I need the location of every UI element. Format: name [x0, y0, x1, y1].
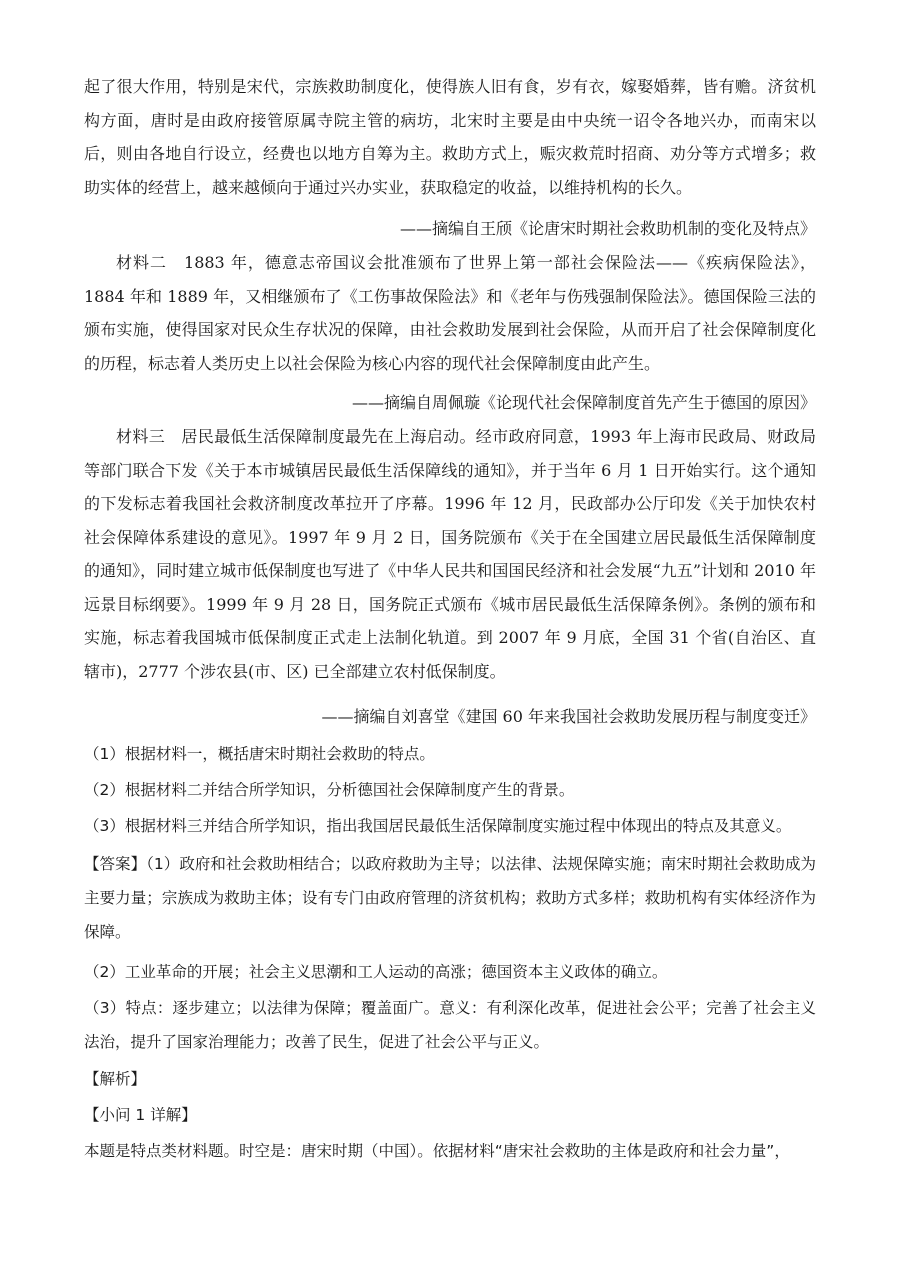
source-citation-1: ——摘编自王颀《论唐宋时期社会救助机制的变化及特点》: [399, 219, 816, 238]
analysis-text: 本题是特点类材料题。时空是：唐宋时期（中国）。依据材料“唐宋社会救助的主体是政府和社会力量”，: [84, 1142, 790, 1160]
answer-2: （2）工业革命的开展；社会主义思潮和工人运动的高涨；德国资本主义政体的确立。: [84, 963, 668, 981]
source-citation-3: ——摘编自刘喜堂《建国 60 年来我国社会救助发展历程与制度变迁》: [321, 707, 816, 726]
source-citation-2: ——摘编自周佩璇《论现代社会保障制度首先产生于德国的原因》: [351, 393, 816, 412]
question-2: （2）根据材料二并结合所学知识，分析德国社会保障制度产生的背景。: [84, 781, 575, 799]
material-3: 材料三 居民最低生活保障制度最先在上海启动。经市政府同意，1993 年上海市民政局、财政局等部门联合下发《关于本市城镇居民最低生活保障线的通知》，并于当年 6 月 1 日开始实行。这个通知的下发标志着我国社会救济制度改革拉开了序幕。1996 年 12 月，民政部办公厅印发《关于加快农村社会保障体系建设的意见》。1997 年 9 月 2 日，国务院颁布《关于在全国建立居民最低生活保障制度的通知》，同时建立城市低保制度也写进了《中华人民共和国国民经济和社会发展“九五”计划和 2010 年远景目标纲要》。1999 年 9 月 28 日，国务院正式颁布《城市居民最低生活保障条例》。条例的颁布和实施，标志着我国城市低保制度正式走上法制化轨道。到 2007 年 9 月底，全国 31 个省(自治区、直辖市)，2777 个涉农县(市、区) 已全部建立农村低保制度。: [84, 427, 816, 681]
subquestion-1-label: 【小问 1 详解】: [84, 1106, 197, 1124]
material-2: 材料二 1883 年，德意志帝国议会批准颁布了世界上第一部社会保险法——《疾病保险法》，1884 年和 1889 年，又相继颁布了《工伤事故保险法》和《老年与伤残强制保险法》。德国保险三法的颁布实施，使得国家对民众生存状况的保障，由社会救助发展到社会保险，从而开启了社会保障制度化的历程，标志着人类历史上以社会保险为核心内容的现代社会保障制度由此产生。: [84, 253, 816, 373]
analysis-label: 【解析】: [84, 1070, 147, 1088]
answer-3: （3）特点：逐步建立；以法律为保障；覆盖面广。意义：有利深化改革，促进社会公平；完善了社会主义法治，提升了国家治理能力；改善了民生，促进了社会公平与正义。: [84, 999, 816, 1051]
question-3: （3）根据材料三并结合所学知识，指出我国居民最低生活保障制度实施过程中体现出的特点及其意义。: [84, 817, 792, 835]
answer-1: 【答案】（1）政府和社会救助相结合；以政府救助为主导；以法律、法规保障实施；南宋时期社会救助成为主要力量；宗族成为救助主体；设有专门由政府管理的济贫机构；救助方式多样；救助机构有实体经济作为保障。: [84, 855, 816, 941]
question-1: （1）根据材料一，概括唐宋时期社会救助的特点。: [84, 745, 435, 763]
material-1-continued: 起了很大作用，特别是宋代，宗族救助制度化，使得族人旧有食，岁有衣，嫁娶婚葬，皆有赡。济贫机构方面，唐时是由政府接管原属寺院主管的病坊，北宋时主要是由中央统一诏令各地兴办，而南宋以后，则由各地自行设立，经费也以地方自筹为主。救助方式上，赈灾救荒时招商、劝分等方式增多；救助实体的经营上，越来越倾向于通过兴办实业，获取稳定的收益，以维持机构的长久。: [84, 77, 816, 197]
